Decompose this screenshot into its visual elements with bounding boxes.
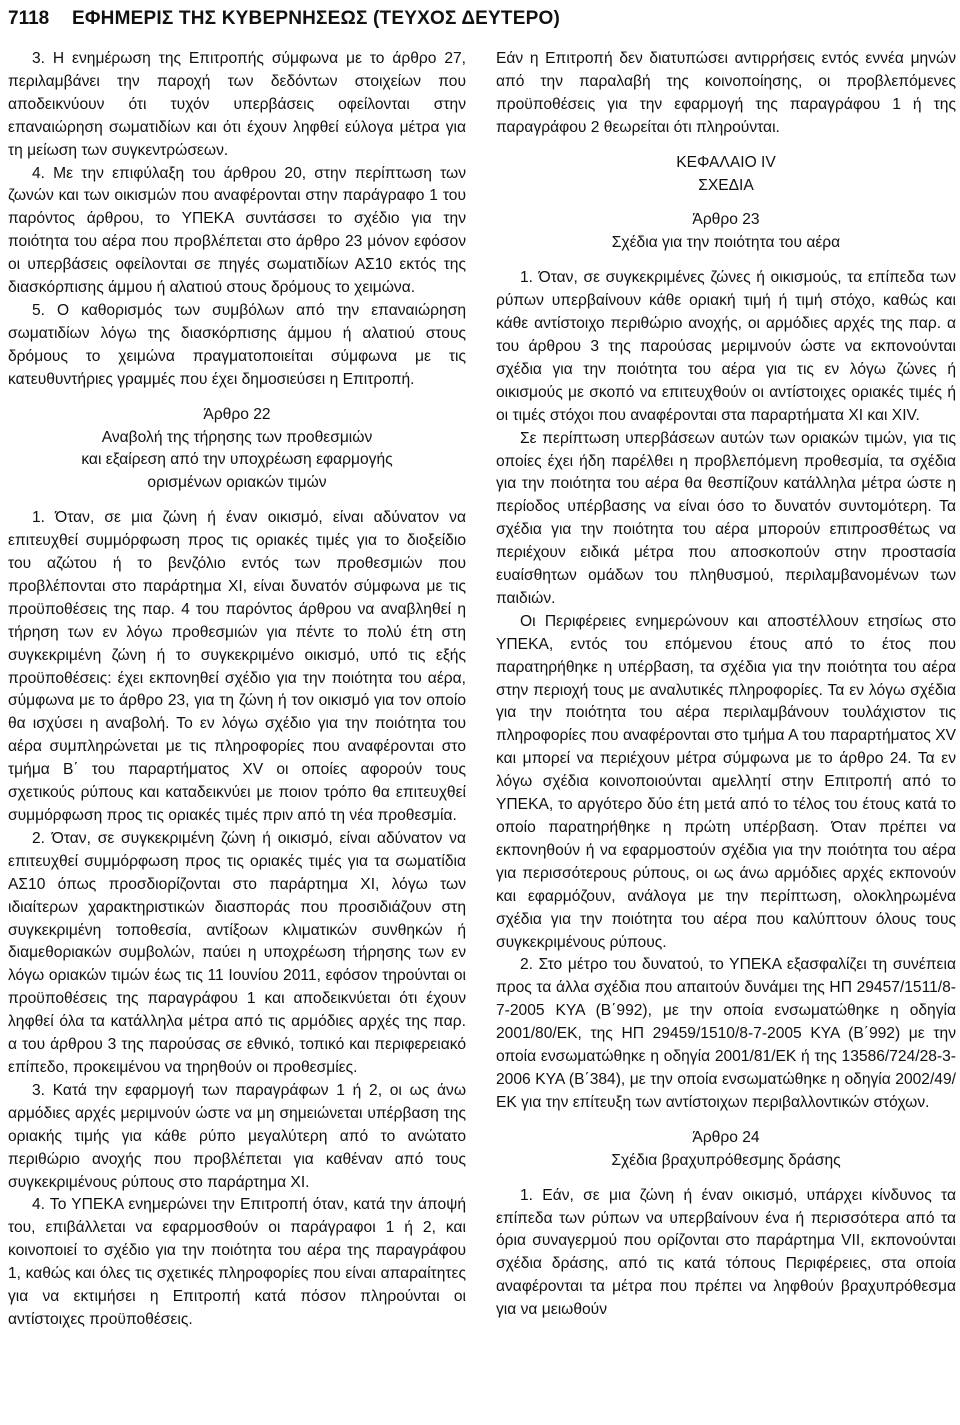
article-22-subtitle: και εξαίρεση από την υποχρέωση εφαρμογής: [81, 451, 393, 469]
article-24-title: Άρθρο 24: [692, 1128, 760, 1146]
article-22-subtitle: ορισμένων οριακών τιμών: [147, 474, 327, 492]
left-column: [8, 48, 466, 1332]
paragraph: 1. Όταν, σε συγκεκριμένες ζώνες ή οικισμούς, τα επίπεδα των ρύπων υπερβαίνουν κάθε οριακή τιμή ή τιμή στόχο, καθώς και κάθε αντίστοιχο περιθώριο ανοχής, οι αρμόδιες αρχές της παρ. α του άρθρου 3 της παρούσας μεριμνούν ώστε να εκπονούνται σχέδια για την ποιότητα του αέρα για τις εν λόγω ζώνες ή οικισμούς με σκοπό να επιτευχθούν οι αντίστοιχες οριακές τιμές ή οι τιμές στόχοι που αναφέρονται στα παραρτήματα XI και XIV.: [496, 269, 956, 424]
paragraph: 1. Όταν, σε μια ζώνη ή έναν οικισμό, είναι αδύνατον να επιτευχθεί συμμόρφωση προς τις οριακές τιμές για το διοξείδιο του αζώτου ή το βενζόλιο εντός των προθεσμιών που προβλέπονται στο παράρτημα XI, είναι δυνατόν σύμφωνα με τις προϋποθέσεις της παρ. 4 του παρόντος άρθρου να αναβληθεί η τήρηση των εν λόγω προθεσμιών για πέντε το πολύ έτη στη συγκεκριμένη ζώνη ή το συγκεκριμένο οικισμό, υπό τις εξής προϋποθέσεις: έχει εκπονηθεί σχέδιο για την ποιότητα του αέρα, σύμφωνα με το άρθρο 23, για τη ζώνη ή τον οικισμό για τον οποίο θα ισχύσει η αναβολή. Το εν λόγω σχέδιο για την ποιότητα του αέρα συμπληρώνεται με τις πληροφορίες που αναφέρονται στο τμήμα Β΄ του παραρτήματος XV οι οποίες αφορούν τους σχετικούς ρύπους και καταδεικνύει με ποιον τρόπο θα επιτευχθεί συμμόρφωση προς τις οριακές τιμές πριν από τη νέα προθεσμία.: [8, 509, 466, 824]
paragraph: 4. Με την επιφύλαξη του άρθρου 20, στην περίπτωση των ζωνών και των οικισμών που αναφέρονται στην παράγραφο 1 του παρόντος άρθρου, το ΥΠΕΚΑ συντάσσει το σχέδιο για την ποιότητα του αέρα που προβλέπεται στο άρθρο 23 μόνον εφόσον οι υπερβάσεις οφείλονται σε πηγές σωματιδίων ΑΣ10 εκτός της διασκόρπισης άμμου ή αλατιού στους δρόμους το χειμώνα.: [8, 164, 466, 297]
paragraph: 4. Το ΥΠΕΚΑ ενημερώνει την Επιτροπή όταν, κατά την άποψή του, επιβάλλεται να εφαρμοσθούν οι παράγραφοι 1 ή 2, και κοινοποιεί το σχέδιο για την ποιότητα του αέρα της παραγράφου 1, καθώς και όλες τις σχετικές πληροφορίες που είναι απαραίτητες για να εκτιμήσει η Επιτροπή κατά πόσον πληρούνται οι αντίστοιχες προϋποθέσεις.: [8, 1196, 466, 1328]
paragraph: Σε περίπτωση υπερβάσεων αυτών των οριακών τιμών, για τις οποίες έχει ήδη παρέλθει η προβλεπόμενη προθεσμία, τα σχέδια για την ποιότητα του αέρα θα θεσπίζουν κατάλληλα μέτρα ώστε η περίοδος υπέρβασης να είναι όσο το δυνατόν συντομότερη. Τα σχέδια για την ποιότητα του αέρα μπορούν επιπροσθέτως να περιέχουν ειδικά μέτρα που αποσκοπούν στην προστασία ευαίσθητων ομάδων του πληθυσμού, περιλαμβανομένων των παιδιών.: [496, 429, 956, 607]
chapter-subtitle: ΣΧΕΔΙΑ: [698, 176, 754, 194]
paragraph: 3. Η ενημέρωση της Επιτροπής σύμφωνα με το άρθρο 27, περιλαμβάνει την παροχή των δεδόντων στοιχείων που αποδεικνύουν ότι τυχόν υπερβάσεις οφείλονται στην επαναιώρηση σωματιδίων και ότι έχουν ληφθεί εύλογα μέτρα για τη μείωση των συγκεντρώσεων.: [8, 50, 466, 159]
page-number: 7118: [8, 8, 50, 29]
paragraph: 3. Κατά την εφαρμογή των παραγράφων 1 ή 2, οι ως άνω αρμόδιες αρχές μεριμνούν ώστε να μη σημειώνεται υπέρβαση της οριακής τιμής για κάθε ρύπο μεγαλύτερη από το ανώτατο περιθώριο ανοχής που προβλέπεται για καθέναν από τους συγκεκριμένους ρύπους στο παράρτημα XI.: [8, 1081, 466, 1191]
page-header: [8, 4, 952, 34]
paragraph: 1. Εάν, σε μια ζώνη ή έναν οικισμό, υπάρχει κίνδυνος τα επίπεδα των ρύπων να υπερβαίνουν ένα ή περισσότερα από τα όρια συναγερμού που ορίζονται στο παράρτημα VII, εκπονούνται σχέδια δράσης, από τις κατά τόπους Περιφέρειες, στα οποία αναφέρονται τα μέτρα που πρέπει να ληφθούν βραχυπρόθεσμα για να μειωθούν: [496, 1186, 956, 1319]
paragraph: Οι Περιφέρειες ενημερώνουν και αποστέλλουν ετησίως στο ΥΠΕΚΑ, εντός του επόμενου έτους από το έτος που παρατηρήθηκε η υπέρβαση, τα σχέδια για την ποιότητα του αέρα στην περιοχή τους με αναλυτικές πληροφορίες. Τα εν λόγω σχέδια για την ποιότητα του αέρα περιλαμβάνουν τουλάχιστον τις πληροφορίες που αναφέρονται στο τμήμα Α του παραρτήματος XV και μπορεί να περιέχουν μέτρα σύμφωνα με το άρθρο 24. Τα εν λόγω σχέδια κοινοποιούνται αμελλητί στην Επιτροπή από το ΥΠΕΚΑ, το αργότερο δύο έτη μετά από το τέλος του έτους κατά το οποίο παρατηρήθηκε η πρώτη υπέρβαση. Όταν πρέπει να εκπονηθούν ή να εφαρμοστούν σχέδια για την ποιότητα του αέρα για περισσότερους ρύπους, οι ως άνω αρμόδιες αρχές εκπονούν και εφαρμόζουν, ανάλογα με την περίπτωση, ολοκληρωμένα σχέδια για την ποιότητα του αέρα που καλύπτουν όλους τους συγκεκριμένους ρύπους.: [496, 612, 956, 951]
paragraph: 2. Όταν, σε συγκεκριμένη ζώνη ή οικισμό, είναι αδύνατον να επιτευχθεί συμμόρφωση προς τις οριακές τιμές για τα σωματίδια ΑΣ10 όπως προσδιορίζονται στο παράρτημα XI, λόγω των ιδιαίτερων χαρακτηριστικών διασποράς που προσιδιάζουν στη συγκεκριμένη τοποθεσία, αντίξοων κλιματικών συνθηκών ή διαμεθοριακών συμβολών, παύει η υποχρέωση τήρησης των εν λόγω οριακών τιμών έως τις 11 Ιουνίου 2011, εφόσον τηρούνται οι προϋποθέσεις της παραγράφου 1 και αποδεικνύεται ότι έχουν ληφθεί όλα τα κατάλληλα μέτρα από τις αρμόδιες αρχές της παρ. α του άρθρου 3 της παρούσας σε εθνικό, τοπικό και περιφερειακό επίπεδο, προκειμένου να τηρηθούν οι προθεσμίες.: [8, 829, 466, 1076]
paragraph: Εάν η Επιτροπή δεν διατυπώσει αντιρρήσεις εντός εννέα μηνών από την παραλαβή της κοινοποίησης, οι προβλεπόμενες προϋποθέσεις για την εφαρμογή της παραγράφου 1 ή της παραγράφου 2 θεωρείται ότι πληρούνται.: [496, 50, 956, 136]
gazette-title: ΕΦΗΜΕΡΙΣ ΤΗΣ ΚΥΒΕΡΝΗΣΕΩΣ (ΤΕΥΧΟΣ ΔΕΥΤΕΡΟ): [72, 8, 560, 29]
chapter-title: ΚΕΦΑΛΑΙΟ IV: [676, 153, 776, 171]
article-22-subtitle: Αναβολή της τήρησης των προθεσμιών: [101, 428, 373, 446]
article-24-subtitle: Σχέδια βραχυπρόθεσμης δράσης: [611, 1151, 841, 1169]
article-23-title: Άρθρο 23: [692, 211, 760, 229]
paragraph: 2. Στο μέτρο του δυνατού, το ΥΠΕΚΑ εξασφαλίζει τη συνέπεια προς τα άλλα σχέδια που απαιτούν δυνάμει της ΗΠ 29457/1511/8-7-2005 ΚΥΑ (Β΄992), με την οποία ενσωματώθηκε η οδηγία 2001/80/ΕΚ, της ΗΠ 29459/1510/8-7-2005 ΚΥΑ (Β΄992) με την οποία ενσωματώθηκε η οδηγία 2001/81/ΕΚ ή της 13586/724/28-3-2006 ΚΥΑ (Β΄384), με την οποία ενσωματώθηκε η οδηγία 2002/49/ΕΚ για την επίτευξη των αντίστοιχων περιβαλλοντικών στόχων.: [496, 956, 956, 1111]
paragraph: 5. Ο καθορισμός των συμβόλων από την επαναιώρηση σωματιδίων λόγω της διασκόρπισης άμμου ή αλατιού στους δρόμους το χειμώνα πραγματοποιείται σύμφωνα με τις κατευθυντήριες γραμμές που έχει δημοσιεύσει η Επιτροπή.: [8, 301, 466, 388]
article-23-subtitle: Σχέδια για την ποιότητα του αέρα: [611, 234, 841, 252]
right-column: [496, 48, 956, 1322]
article-22-title: Άρθρο 22: [203, 405, 271, 423]
